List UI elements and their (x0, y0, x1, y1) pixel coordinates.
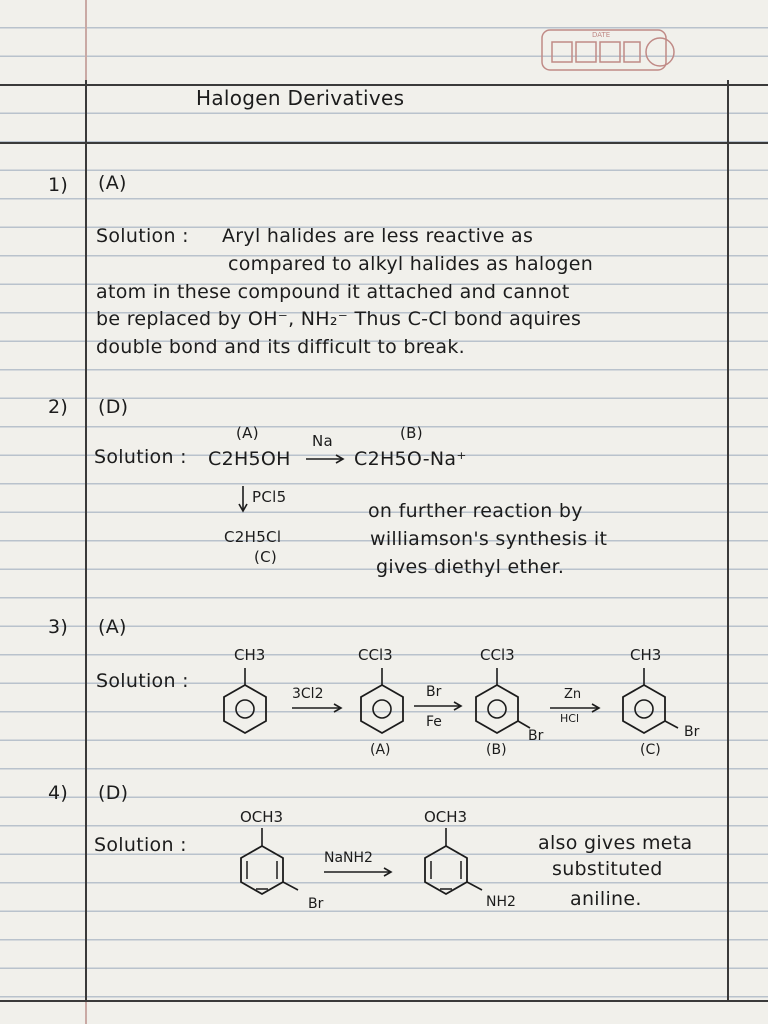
q4-sub1-br: Br (308, 896, 324, 912)
q4-solution-label: Solution : (94, 834, 187, 856)
q2-label-a: (A) (236, 424, 259, 442)
q2-reagent-pcl5: PCl5 (252, 488, 287, 506)
q2-note-2: williamson's synthesis it (370, 528, 608, 550)
q4-answer: (D) (98, 782, 129, 804)
q3-answer: (A) (98, 616, 127, 638)
q3-reaction-scheme (200, 640, 720, 780)
q2-arrow-icon (304, 452, 348, 466)
q1-line-2: compared to alkyl halides as halogen (228, 253, 594, 275)
q1-line-3: atom in these compound it attached and cannot (96, 281, 570, 303)
q2-product-b: C2H5O-Na⁺ (354, 448, 467, 470)
date-stamp-icon (540, 26, 678, 74)
q1-line-1: Aryl halides are less reactive as (222, 225, 534, 247)
benzene-ring-icon (623, 668, 678, 733)
q1-line-5: double bond and its difficult to break. (96, 336, 465, 358)
q3-sub4-br: Br (684, 724, 700, 740)
q3-label-a: (A) (370, 742, 391, 758)
q2-down-arrow-icon (236, 484, 250, 514)
q4-sub2: OCH3 (424, 808, 468, 826)
footer-rule (0, 1000, 768, 1002)
q3-sub4: CH3 (630, 646, 662, 664)
q3-label-c: (C) (640, 742, 661, 758)
q1-solution-label: Solution : (96, 225, 189, 247)
benzene-ring-icon (425, 828, 482, 894)
right-margin-line (727, 80, 729, 1000)
q4-note-3: aniline. (570, 888, 642, 910)
q4-sub1: OCH3 (240, 808, 284, 826)
q2-solution-label: Solution : (94, 446, 187, 468)
q4-number: 4) (48, 782, 69, 804)
left-margin-line (85, 80, 87, 1000)
q3-reagent1: 3Cl2 (292, 686, 324, 702)
date-label: DATE (592, 31, 611, 39)
q4-note-2: substituted (552, 858, 663, 880)
q2-product-c: C2H5Cl (224, 528, 282, 546)
q3-label-b: (B) (486, 742, 507, 758)
q2-reagent-na: Na (312, 432, 334, 450)
benzene-ring-icon (241, 828, 298, 894)
q2-label-c: (C) (254, 548, 278, 566)
q3-number: 3) (48, 616, 69, 638)
q4-sub2-nh2: NH2 (486, 894, 516, 910)
q3-sub3-br: Br (528, 728, 544, 744)
q3-sub2: CCl3 (358, 646, 393, 664)
q3-sub3: CCl3 (480, 646, 515, 664)
q3-reagent2-bottom: Fe (426, 714, 442, 730)
q4-reaction-scheme (220, 806, 550, 916)
q2-note-3: gives diethyl ether. (376, 556, 565, 578)
benzene-ring-icon (224, 668, 266, 733)
q1-number: 1) (48, 174, 69, 196)
date-box (540, 26, 678, 74)
q2-number: 2) (48, 396, 69, 418)
q3-reagent2-top: Br (426, 684, 442, 700)
q1-line-4: be replaced by OH⁻, NH₂⁻ Thus C-Cl bond aquires (96, 308, 582, 330)
q2-answer: (D) (98, 396, 129, 418)
q1-answer: (A) (98, 172, 127, 194)
q4-reagent: NaNH2 (324, 850, 373, 866)
q2-label-b: (B) (400, 424, 423, 442)
benzene-ring-icon (361, 668, 403, 733)
title-rule (0, 142, 768, 144)
q3-reagent3-top: Zn (564, 687, 582, 702)
page-title: Halogen Derivatives (196, 86, 405, 110)
benzene-ring-icon (476, 668, 530, 733)
q4-note-1: also gives meta (538, 832, 693, 854)
q2-note-1: on further reaction by (368, 500, 583, 522)
q3-sub1: CH3 (234, 646, 266, 664)
q3-solution-label: Solution : (96, 670, 189, 692)
q3-reagent3-bottom: HCl (560, 712, 580, 725)
q2-reactant: C2H5OH (208, 448, 291, 470)
